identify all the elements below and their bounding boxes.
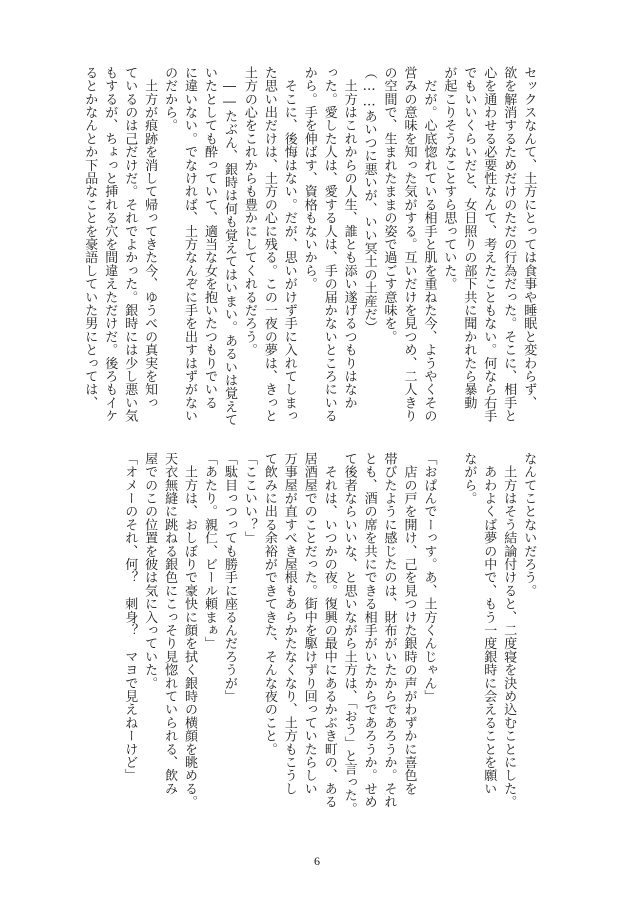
text-line: （……あいつに悪いが、いい冥土の土産だ） [361, 66, 377, 334]
text-line: が起こりそうなことすら思っていた。 [441, 66, 457, 291]
text-line: の空間で、生まれたままの姿で過ごす意味を。 [381, 66, 397, 344]
text-line: た思い出だけは、土方の心に残る。この一夜の夢は、きっと [261, 66, 277, 423]
text-line: から。手を伸ばす、資格もないから。 [301, 66, 317, 291]
text-line: ているのは己だけだ。それでよかった。銀時には少し悪い気 [122, 66, 138, 423]
text-line: 「オメーのそれ、何？ 刺身？ マヨで見えねーけど」 [122, 452, 138, 782]
text-line: 欲を解消するためだけのただの行為だった。そこに、相手と [501, 66, 517, 423]
text-line: 土方は、おしぼりで豪快に顔を拭く銀時の横顔を眺める。 [182, 452, 198, 809]
text-line: ながら。 [461, 452, 477, 505]
text-line: て飲みに出る余裕ができてきた、そんな夜のこと。 [261, 452, 277, 756]
text-line: 土方はこれからの人生、誰とも添い遂げるつもりはなか [341, 66, 357, 410]
text-line: なんてことないだろう。 [521, 452, 537, 598]
text-line: 「ここいい？」 [241, 452, 257, 545]
text-line: 「あたり。親仁、ビール頼まぁ」 [202, 452, 217, 650]
text-line: いたとしても酔っていて、適当な女を抱いたつもりでいる [202, 66, 217, 410]
text-line: 店の戸を開け、己を見つけた銀時の声がわずかに喜色を [401, 452, 417, 796]
text-line: 帯びたように感じたのは、財布がいたからであろうか。それ [381, 452, 397, 809]
text-line: 土方の心をこれからも豊かにしてくれるだろう。 [241, 66, 257, 357]
text-line: 営みの意味を知った気がする。互いだけを見つめ、二人きり [401, 66, 417, 423]
text-line: セックスなんて、土方にとっては食事や睡眠と変わらず、 [521, 66, 537, 410]
text-line: ――たぶん、銀時は何も覚えてはいまい。あるいは覚えて [221, 66, 237, 427]
text-line: それは、いつかの夜。復興の最中にあるかぶき町の、ある [321, 452, 337, 809]
text-line: 居酒屋でのことだった。街中を駆けずり回っていたらしい [301, 452, 317, 796]
text-line: 土方が痕跡を消して帰ってきた今、ゆうべの真実を知っ [142, 66, 158, 410]
text-line: った。愛した人は、愛する人は、手の届かないところにいる [321, 66, 337, 423]
text-line: 万事屋が直すべき屋根もあらかたなくなり、土方もこうし [281, 452, 297, 796]
text-line: て後者ならいいな、と思いながら土方は、「おう」と言った。 [341, 452, 357, 816]
text-line: そこに、後悔はない。だが、思いがけず手に入れてしまっ [281, 66, 297, 423]
text-line: もするが、ちょっと挿れる穴を間違えただけだ。後ろもイケ [102, 66, 118, 423]
text-line: に違いない。でなければ、土方なんぞに手を出すはずがない [182, 66, 198, 423]
text-line: とも、酒の席を共にできる相手がいたからであろうか。せめ [361, 452, 377, 809]
text-line: 屋でのこの位置を彼は気に入っていた。 [142, 452, 158, 690]
text-line: るとかなんとか下品なことを豪語していた男にとっては、 [82, 66, 98, 410]
text-line: 「駄目っつっても勝手に座るんだろうが」 [221, 452, 237, 703]
text-line: 心を通わせる必要性なんて、考えたこともない。何なら右手 [481, 66, 497, 423]
page-number: 6 [314, 854, 320, 868]
text-line: のだから。 [162, 66, 178, 132]
text-line: でもいいくらいだと、女日照りの部下共に聞かれたら暴動 [461, 66, 477, 410]
text-line: 「おぱんでーっす。あ、土方くんじゃん」 [421, 452, 437, 703]
text-line: あわよくば夢の中で、もう一度銀時に会えることを願い [481, 452, 497, 796]
text-line: だが。心底惚れている相手と肌を重ねた今、ようやくその [421, 66, 437, 423]
text-line: 天衣無縫に跳ねる銀色にこっそり見惚れていられる、飲み [162, 452, 178, 796]
text-line: 土方はそう結論付けると、二度寝を決め込むことにした。 [501, 452, 517, 809]
